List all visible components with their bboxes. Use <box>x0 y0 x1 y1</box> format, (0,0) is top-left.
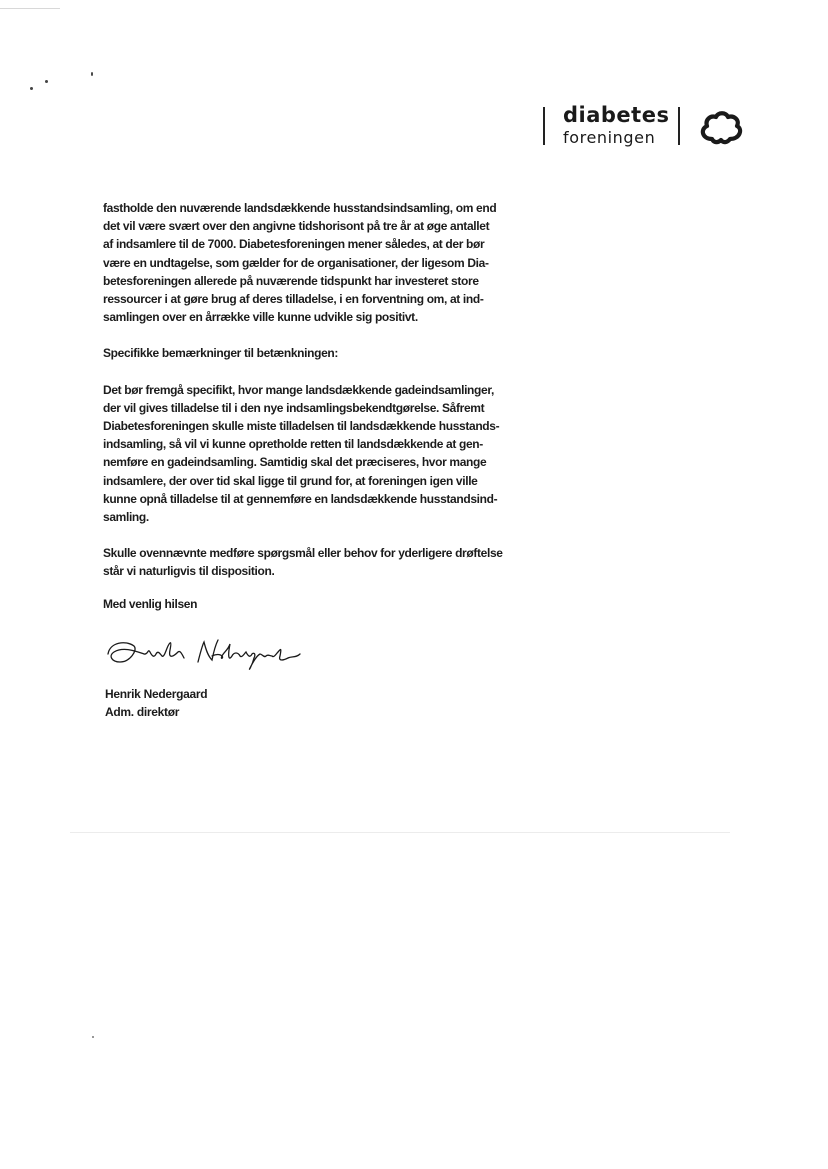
text-line: fastholde den nuværende landsdækkende husstandsindsamling, om end <box>103 201 497 215</box>
text-line: være en undtagelse, som gælder for de organisationer, der ligesom Dia- <box>103 255 489 270</box>
text-line: samling. <box>103 510 149 525</box>
logo-wordmark-line1: diabetes <box>563 103 670 127</box>
closing-text: Med venlig hilsen <box>103 596 198 611</box>
signer-title: Adm. direktør <box>105 705 180 719</box>
text-line: Diabetesforeningen skulle miste tilladelsen til landsdækkende husstands- <box>103 419 500 434</box>
text-line: kunne opnå tilladelse til at gennemføre en landsdækkende husstandsind- <box>103 491 498 506</box>
text-line: betesforeningen allerede på nuværende tidspunkt har investeret store <box>103 273 479 288</box>
text-line: ressourcer i at gøre brug af deres tilladelse, i en forventning om, at ind- <box>103 292 484 307</box>
text-line: det vil være svært over den angivne tidshorisont på tre år at øge antallet <box>103 219 490 234</box>
signer-name: Henrik Nedergaard <box>105 687 208 701</box>
scan-speck <box>30 87 33 90</box>
text-line: Skulle ovennævnte medføre spørgsmål eller behov for yderligere drøftelse <box>103 546 503 561</box>
scan-edge-line <box>0 8 60 9</box>
letter-body <box>103 199 533 613</box>
paragraph-3 <box>103 544 533 580</box>
logo-wordmark-line2: foreningen <box>563 128 656 147</box>
section-heading <box>103 344 533 362</box>
signer-block <box>105 685 207 721</box>
text-line: nemføre en gadeindsamling. Samtidig skal det præciseres, hvor mange <box>103 455 487 470</box>
logo-divider-right <box>678 107 680 145</box>
scan-speck <box>92 1036 94 1038</box>
text-line: af indsamlere til de 7000. Diabetesforeningen mener således, at der bør <box>103 237 485 252</box>
text-line: Det bør fremgå specifikt, hvor mange landsdækkende gadeindsamlinger, <box>103 382 494 397</box>
diabetesforeningen-cloud-mark-icon <box>696 109 744 145</box>
scan-speck <box>91 72 93 76</box>
handwritten-signature <box>104 632 304 682</box>
logo-divider-left <box>543 107 545 145</box>
organization-logo <box>543 103 753 147</box>
text-line: indsamling, så vil vi kunne opretholde retten til landsdækkende at gen- <box>103 437 483 452</box>
text-line: indsamlere, der over tid skal ligge til grund for, at foreningen igen ville <box>103 473 478 488</box>
paragraph-1 <box>103 199 533 326</box>
scan-speck <box>45 80 48 83</box>
scan-artifact-line <box>70 832 730 833</box>
closing-greeting <box>103 595 533 613</box>
paragraph-2 <box>103 381 533 527</box>
text-line: samlingen over en årrække ville kunne udvikle sig positivt. <box>103 310 418 325</box>
text-line: står vi naturligvis til disposition. <box>103 564 275 579</box>
heading-text: Specifikke bemærkninger til betænkningen: <box>103 346 339 361</box>
text-line: der vil gives tilladelse til i den nye indsamlingsbekendtgørelse. Såfremt <box>103 400 485 415</box>
